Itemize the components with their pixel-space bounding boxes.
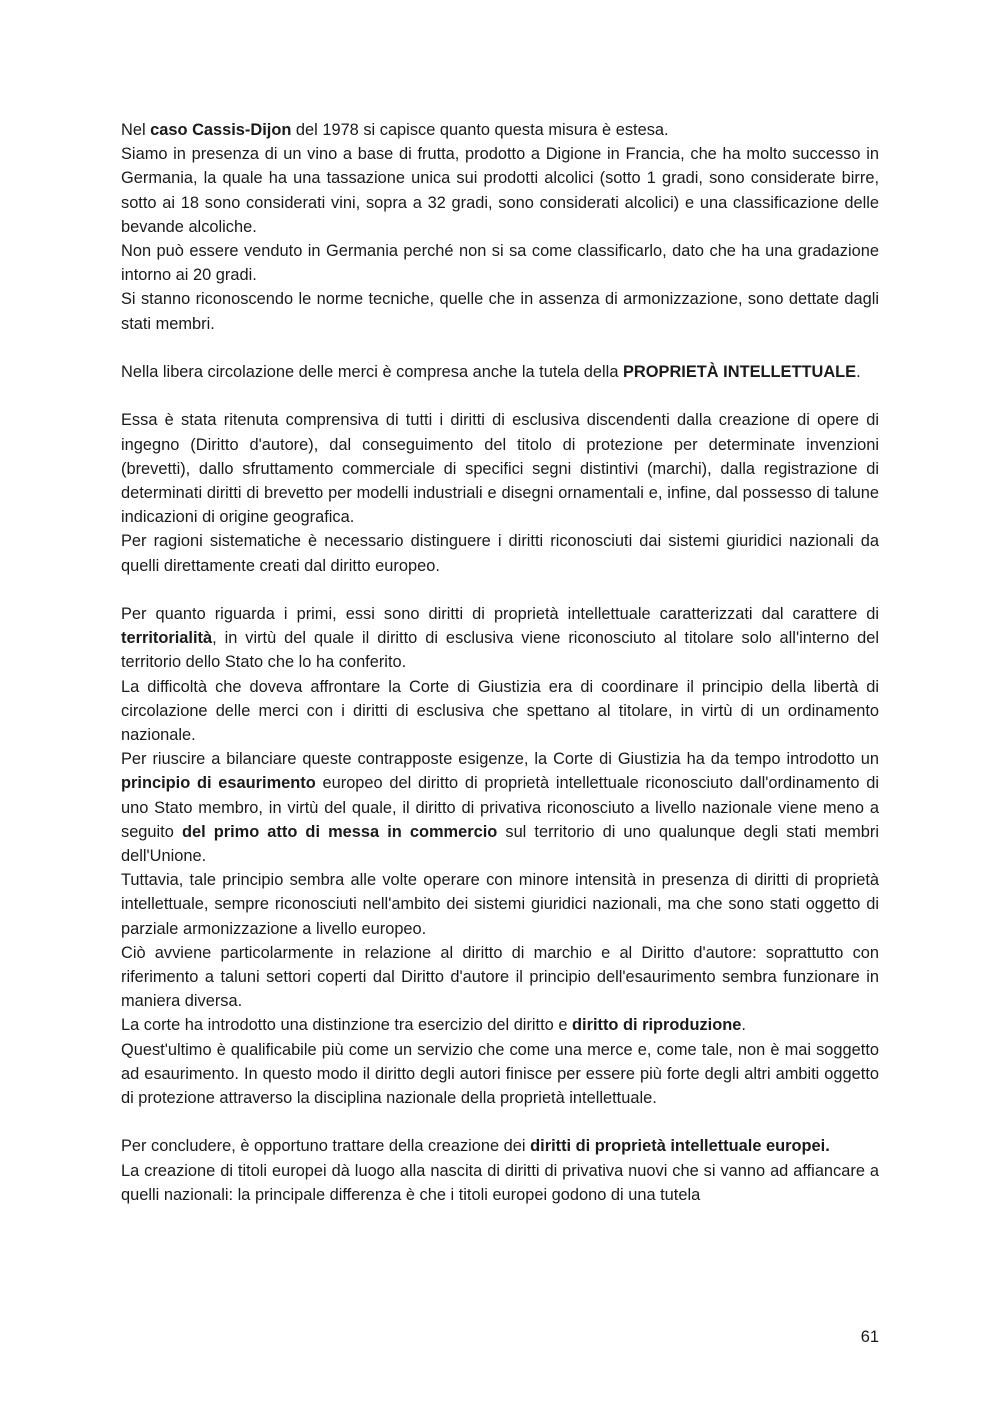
text: Nel (121, 121, 151, 139)
paragraph-marchio-autore: Ciò avviene particolarmente in relazione al diritto di marchio e al Diritto d'autore: soprattutto con riferimento a taluni settori coperti dal Diritto d'autore il principio dell'esaurimento sembra funzionare in maniera diversa. (121, 943, 879, 1011)
bold-term-primo-atto: del primo atto di messa in commercio (181, 822, 498, 841)
text: , in virtù del quale il diritto di esclusiva viene riconosciuto al titolare solo all'interno del territorio dello Stato che lo ha conferito. (121, 629, 879, 672)
text: La corte ha introdotto una distinzione tra esercizio del diritto e (121, 1016, 572, 1035)
paragraph-germania: Non può essere venduto in Germania perché non si sa come classificarlo, dato che ha una gradazione intorno ai 20 gradi. (121, 242, 879, 285)
text: Per concludere, è opportuno trattare della creazione dei (121, 1137, 531, 1156)
text: Per quanto riguarda i primi, essi sono diritti di proprietà intellettuale caratterizzati dal carattere di (121, 605, 879, 624)
text: . (856, 363, 861, 382)
paragraph-diritto-riproduzione (121, 1013, 879, 1037)
bold-term-principio-esaurimento: principio di esaurimento (121, 774, 316, 793)
paragraph-ragioni-sistematiche: Per ragioni sistematiche è necessario distinguere i diritti riconosciuti dai sistemi giuridici nazionali da quelli direttamente creati dal diritto europeo. (121, 532, 879, 575)
paragraph-norme-tecniche: Si stanno riconoscendo le norme tecniche, quelle che in assenza di armonizzazione, sono dettate dagli stati membri. (121, 290, 879, 333)
paragraph-principio-esaurimento (121, 747, 879, 868)
bold-term-proprieta-intellettuale: PROPRIETÀ INTELLETTUALE (623, 363, 857, 382)
document-body (121, 118, 879, 1207)
text: europeo del diritto di proprietà intellettuale riconosciuto dall'ordinamento di uno Stato membro, in virtù del quale, il diritto di privativa riconosciuto a livello nazionale viene meno a seguito (121, 774, 880, 841)
paragraph-proprieta-intellettuale (121, 360, 879, 384)
paragraph-corte-giustizia: La difficoltà che doveva affrontare la Corte di Giustizia era di coordinare il principio della libertà di circolazione delle merci con i diritti di esclusiva che spettano al titolare, in virtù di un ordinamento nazionale. (121, 677, 879, 745)
paragraph-cassis-dijon (121, 118, 879, 142)
paragraph-tuttavia: Tuttavia, tale principio sembra alle volte operare con minore intensità in presenza di diritti di proprietà intellettuale, sempre riconosciuti nell'ambito dei sistemi giuridici nazionali, ma che sono stati oggetto di parziale armonizzazione a livello europeo. (121, 871, 879, 938)
bold-term-diritti-europei: diritti di proprietà intellettuale europei. (530, 1137, 830, 1156)
paragraph-titoli-europei: La creazione di titoli europei dà luogo alla nascita di diritti di privativa nuovi che si vanno ad affiancare a quelli nazionali: la principale differenza è che i titoli europei godono di una tutela (121, 1161, 879, 1204)
paragraph-vino-frutta: Siamo in presenza di un vino a base di frutta, prodotto a Digione in Francia, che ha molto successo in Germania, la quale ha una tassazione unica sui prodotti alcolici (sotto 1 gradi, sono considerate birre, sotto ai 18 sono considerati vini, sopra a 32 gradi, sono considerati alcolici) e una classificazione delle bevande alcoliche. (121, 145, 879, 236)
paragraph-territorialita (121, 602, 879, 675)
paragraph-servizio-merce: Quest'ultimo è qualificabile più come un servizio che come una merce e, come tale, non è mai soggetto ad esaurimento. In questo modo il diritto degli autori finisce per essere più forte degli altri ambiti oggetto di protezione attraverso la disciplina nazionale della proprietà intellettuale. (121, 1040, 879, 1108)
page-number: 61 (860, 1328, 879, 1346)
bold-term-cassis-dijon: caso Cassis-Dijon (150, 121, 292, 139)
bold-term-territorialita: territorialità (121, 629, 213, 648)
bold-term-diritto-riproduzione: diritto di riproduzione (572, 1016, 742, 1035)
text: del 1978 si capisce quanto questa misura è estesa. (291, 121, 669, 139)
paragraph-diritti-esclusiva: Essa è stata ritenuta comprensiva di tutti i diritti di esclusiva discendenti dalla creazione di opere di ingegno (Diritto d'autore), dal conseguimento del titolo di protezione per determinate invenzioni (brevetti), dallo sfruttamento commerciale di specifici segni distintivi (marchi), dalla registrazione di determinati diritti di brevetto per modelli industriali e disegni ornamentali e, infine, dal possesso di talune indicazioni di origine geografica. (121, 411, 879, 527)
text: Nella libera circolazione delle merci è compresa anche la tutela della (121, 363, 623, 382)
text: . (741, 1016, 746, 1035)
paragraph-conclusione (121, 1134, 879, 1158)
text: sul territorio di uno qualunque degli stati membri dell'Unione. (121, 822, 879, 866)
text: Per riuscire a bilanciare queste contrapposte esigenze, la Corte di Giustizia ha da tempo introdotto un (121, 750, 879, 769)
